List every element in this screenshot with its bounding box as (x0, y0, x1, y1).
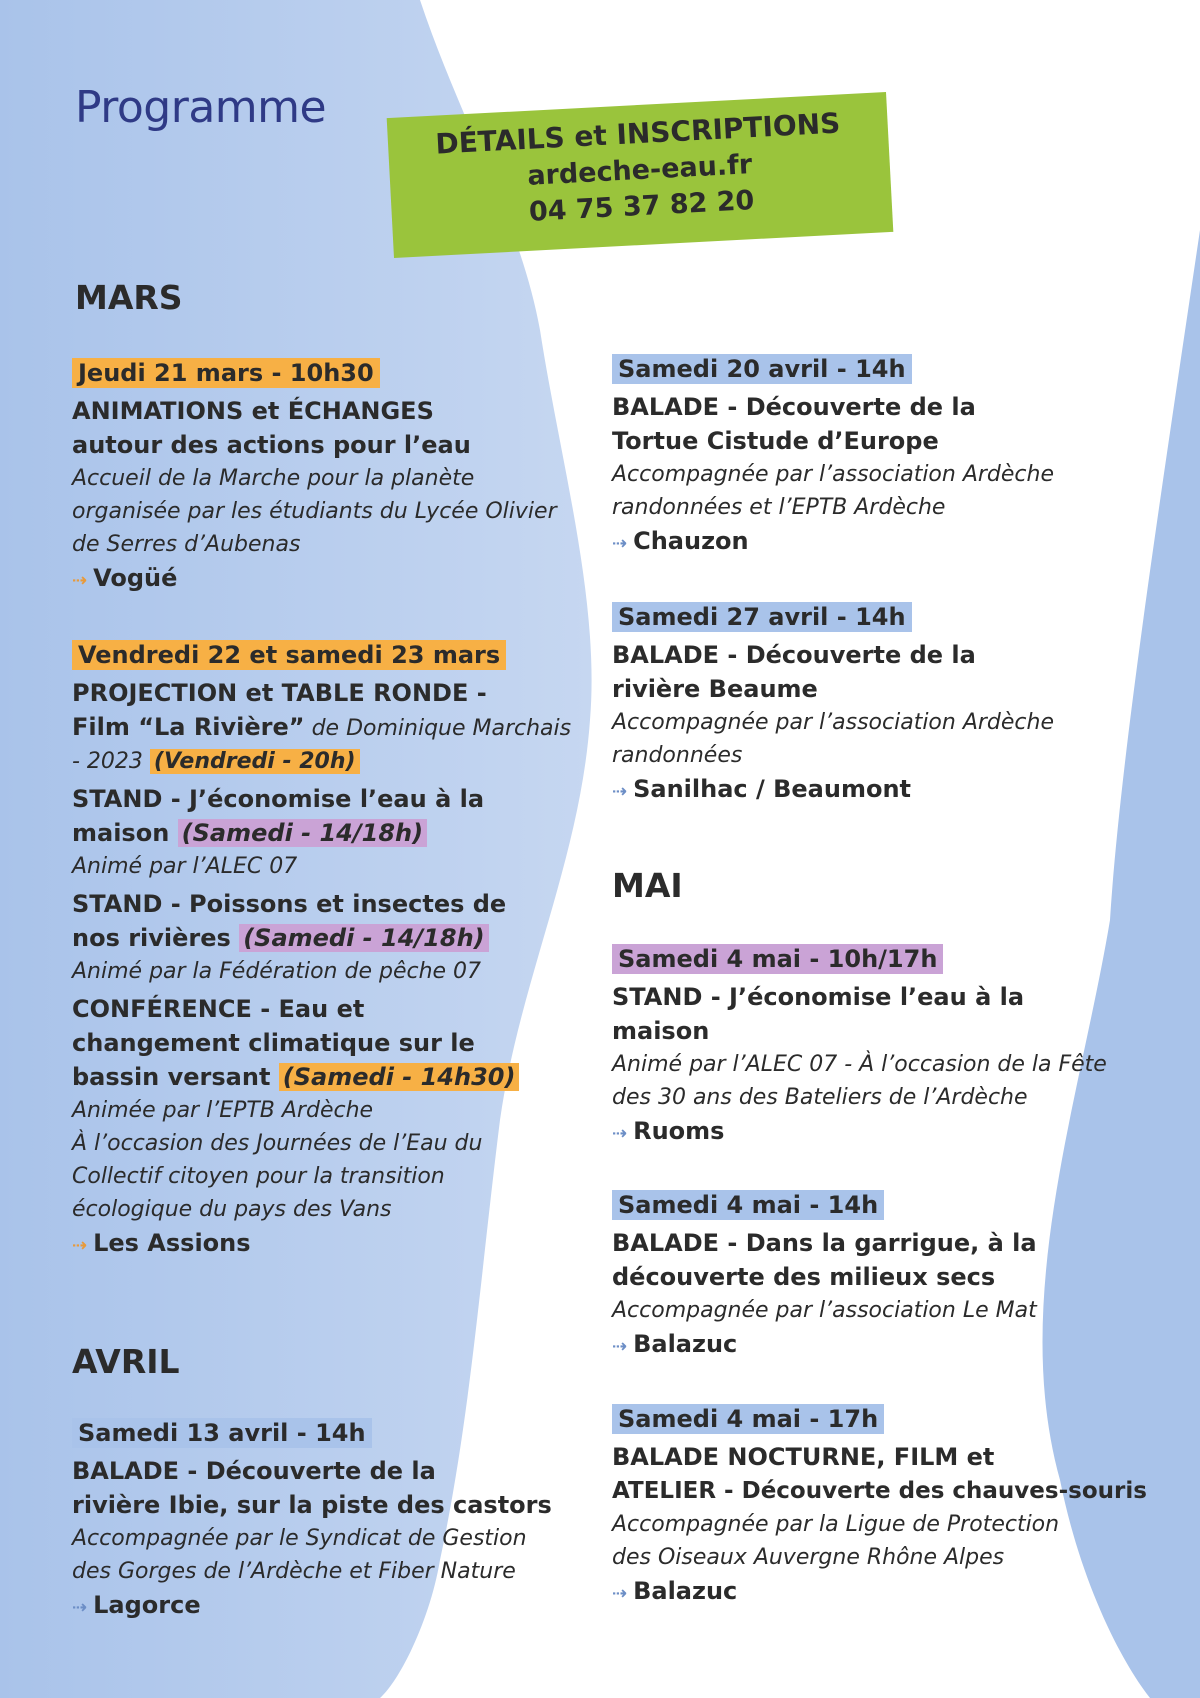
event-location (612, 1574, 1192, 1611)
event-date: Jeudi 21 mars - 10h30 (72, 358, 380, 388)
event-title: BALADE - Découverte de la (72, 1457, 436, 1485)
event-description: des Gorges de l’Ardèche et Fiber Nature (72, 1559, 516, 1584)
event-card (612, 1404, 1192, 1611)
event-card (72, 358, 602, 598)
event-title: CONFÉRENCE - Eau et (72, 995, 365, 1023)
event-description: de Serres d’Aubenas (72, 532, 301, 557)
event-card (612, 1190, 1172, 1364)
event-title: STAND - J’économise l’eau à la (72, 785, 485, 813)
contact-phone[interactable]: 04 75 37 82 20 (528, 185, 756, 228)
month-heading-mai: MAI (612, 866, 683, 905)
contact-website[interactable]: ardeche-eau.fr (526, 149, 753, 192)
event-date: Vendredi 22 et samedi 23 mars (72, 640, 506, 670)
contact-heading: DÉTAILS et INSCRIPTIONS (434, 106, 842, 161)
arrow-icon: ⇢ (72, 1235, 88, 1256)
event-description: Animé par l’ALEC 07 (72, 854, 298, 879)
event-description: Accompagnée par l’association Ardèche (612, 462, 1054, 487)
location-label: Lagorce (93, 1591, 201, 1619)
time-tag: (Samedi - 14/18h) (239, 924, 488, 952)
event-title (72, 816, 612, 850)
event-date: Samedi 4 mai - 10h/17h (612, 944, 943, 974)
arrow-icon: ⇢ (612, 533, 628, 554)
page-title: Programme (75, 82, 327, 133)
event-location (72, 1588, 612, 1625)
time-tag: (Samedi - 14/18h) (178, 819, 427, 847)
time-tag: (Samedi - 14h30) (279, 1063, 520, 1091)
event-description: Animée par l’EPTB Ardèche (72, 1098, 374, 1123)
location-label: Les Assions (93, 1229, 251, 1257)
event-title: STAND - J’économise l’eau à la (612, 983, 1025, 1011)
event-location (612, 772, 1172, 809)
location-label: Balazuc (633, 1577, 738, 1605)
event-card (72, 640, 612, 1263)
film-director: de Dominique Marchais (304, 716, 572, 741)
event-title-part: bassin versant (72, 1063, 271, 1091)
event-title-part: maison (72, 819, 170, 847)
event-description: des Oiseaux Auvergne Rhône Alpes (612, 1545, 1005, 1570)
event-location (612, 1327, 1172, 1364)
arrow-icon: ⇢ (612, 1583, 628, 1604)
event-title (72, 921, 612, 955)
event-date: Samedi 27 avril - 14h (612, 602, 912, 632)
location-label: Ruoms (633, 1117, 725, 1145)
event-description: Accompagnée par le Syndicat de Gestion (72, 1526, 527, 1551)
event-title: maison (612, 1017, 710, 1045)
event-description: écologique du pays des Vans (72, 1197, 392, 1222)
event-card (72, 1418, 612, 1625)
event-date: Samedi 4 mai - 17h (612, 1404, 884, 1434)
event-title: changement climatique sur le (72, 1029, 475, 1057)
event-description: organisée par les étudiants du Lycée Olivier (72, 499, 557, 524)
event-title: PROJECTION et TABLE RONDE - (72, 679, 487, 707)
arrow-icon: ⇢ (612, 781, 628, 802)
event-description: des 30 ans des Bateliers de l’Ardèche (612, 1085, 1028, 1110)
event-title: Tortue Cistude d’Europe (612, 427, 939, 455)
event-description: Accueil de la Marche pour la planète (72, 466, 475, 491)
location-label: Vogüé (93, 564, 178, 592)
arrow-icon: ⇢ (612, 1336, 628, 1357)
arrow-icon: ⇢ (72, 1597, 88, 1618)
event-description: Animé par la Fédération de pêche 07 (72, 959, 482, 984)
arrow-icon: ⇢ (72, 570, 88, 591)
event-title: ATELIER - Découverte des chauves-souris (612, 1478, 1147, 1504)
event-title: rivière Ibie, sur la piste des castors (72, 1491, 552, 1519)
event-card (612, 602, 1172, 809)
location-label: Chauzon (633, 527, 749, 555)
event-location (612, 1114, 1182, 1151)
event-description: Accompagnée par l’association Le Mat (612, 1298, 1037, 1323)
event-title: autour des actions pour l’eau (72, 431, 471, 459)
event-card (612, 354, 1172, 561)
film-year: - 2023 (72, 749, 143, 774)
event-date: Samedi 13 avril - 14h (72, 1418, 372, 1448)
event-title (72, 1060, 612, 1094)
event-location (72, 1226, 612, 1263)
event-title: BALADE - Découverte de la (612, 641, 976, 669)
event-title: BALADE - Dans la garrigue, à la (612, 1229, 1037, 1257)
event-title (72, 710, 612, 745)
event-description: randonnées (612, 743, 743, 768)
location-label: Sanilhac / Beaumont (633, 775, 912, 803)
event-description: randonnées et l’EPTB Ardèche (612, 495, 946, 520)
event-description: Accompagnée par la Ligue de Protection (612, 1512, 1060, 1537)
event-title: BALADE NOCTURNE, FILM et (612, 1443, 995, 1471)
event-title: BALADE - Découverte de la (612, 393, 976, 421)
event-card (612, 944, 1182, 1151)
event-date: Samedi 4 mai - 14h (612, 1190, 884, 1220)
contact-box (387, 92, 894, 258)
month-heading-mars: MARS (75, 278, 183, 317)
event-title: ANIMATIONS et ÉCHANGES (72, 397, 434, 425)
event-description: À l’occasion des Journées de l’Eau du (72, 1131, 483, 1156)
time-tag: (Vendredi - 20h) (150, 749, 360, 774)
month-heading-avril: AVRIL (72, 1342, 180, 1381)
event-title: rivière Beaume (612, 675, 818, 703)
location-label: Balazuc (633, 1330, 738, 1358)
event-title-part: nos rivières (72, 924, 231, 952)
event-title: STAND - Poissons et insectes de (72, 890, 507, 918)
film-title: Film “La Rivière” (72, 713, 305, 741)
event-description (72, 745, 612, 778)
event-description: Animé par l’ALEC 07 - À l’occasion de la Fête (612, 1052, 1107, 1077)
event-description: Accompagnée par l’association Ardèche (612, 710, 1054, 735)
event-description: Collectif citoyen pour la transition (72, 1164, 445, 1189)
event-date: Samedi 20 avril - 14h (612, 354, 912, 384)
event-location (612, 524, 1172, 561)
event-location (72, 561, 602, 598)
arrow-icon: ⇢ (612, 1123, 628, 1144)
event-title: découverte des milieux secs (612, 1263, 996, 1291)
